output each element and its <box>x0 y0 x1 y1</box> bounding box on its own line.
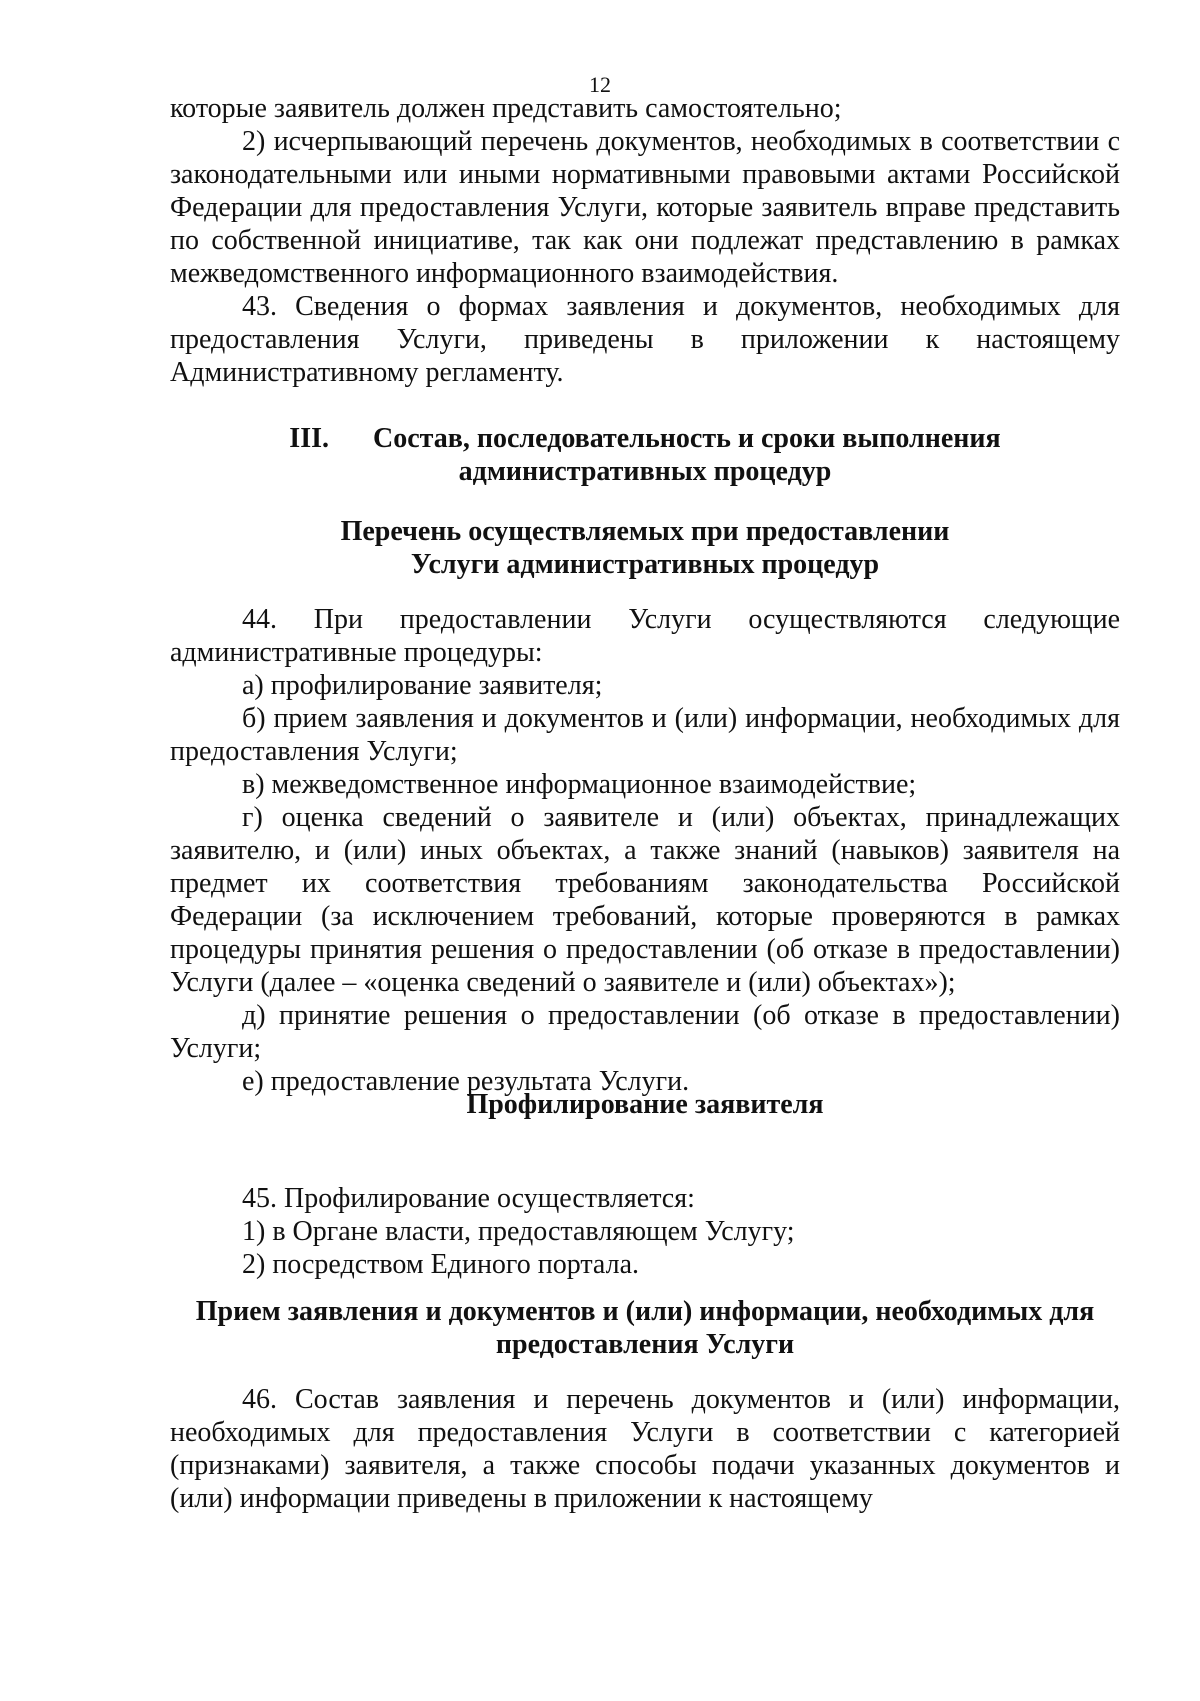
section-heading-iii <box>170 422 1120 488</box>
list-item-e: е) предоставление результата Услуги. <box>242 1066 690 1097</box>
paragraph-continuation: которые заявитель должен представить самостоятельно; <box>170 93 842 124</box>
text-block-procedures <box>170 603 1120 1098</box>
paragraph-45: 45. Профилирование осуществляется: <box>242 1183 695 1214</box>
list-item-a: а) профилирование заявителя; <box>242 670 603 701</box>
list-item-g: г) оценка сведений о заявителе и (или) объектах, принадлежащих заявителю, и (или) иных объектах, а также знаний (навыков) заявителя на предмет их соответствия требованиям законодательства Российской Федерации (за исключением требований, которые проверяются в рамках процедуры принятия решения о предоставлении (об отказе в предоставлении) Услуги (далее – «оценка сведений о заявителе и (или) объектах»); <box>170 802 1120 998</box>
subheading-profiling <box>170 1088 1120 1121</box>
section-title-line1: Состав, последовательность и сроки выполнения <box>373 423 1001 454</box>
page-number: 12 <box>589 72 611 97</box>
paragraph-43: 43. Сведения о формах заявления и документов, необходимых для предоставления Услуги, приведены в приложении к настоящему Административному регламенту. <box>170 291 1120 388</box>
list-item-1: 1) в Органе власти, предоставляющем Услугу; <box>242 1216 795 1247</box>
list-item-b: б) прием заявления и документов и (или) информации, необходимых для предоставления Услуги; <box>170 703 1120 767</box>
list-item-v: в) межведомственное информационное взаимодействие; <box>242 769 917 800</box>
list-item-2: 2) посредством Единого портала. <box>242 1249 639 1280</box>
subheading-line1: Перечень осуществляемых при предоставлении <box>340 516 950 547</box>
section-number: III. <box>289 423 329 454</box>
subheading-intake-line1: Прием заявления и документов и (или) информации, необходимых для <box>195 1296 1095 1327</box>
subheading-intake-line2: предоставления Услуги <box>495 1329 795 1360</box>
paragraph-44: 44. При предоставлении Услуги осуществляются следующие административные процедуры: <box>170 604 1120 668</box>
subheading-line2: Услуги административных процедур <box>410 549 880 580</box>
list-item-d: д) принятие решения о предоставлении (об отказе в предоставлении) Услуги; <box>170 1000 1120 1064</box>
subheading-procedures-list <box>170 515 1120 581</box>
subheading-application-intake <box>170 1295 1120 1361</box>
text-block-46 <box>170 1383 1120 1515</box>
text-block-profiling <box>170 1182 1120 1281</box>
subheading-profiling-title: Профилирование заявителя <box>466 1089 824 1120</box>
section-title-line2: административных процедур <box>458 456 832 487</box>
paragraph-item-2: 2) исчерпывающий перечень документов, необходимых в соответствии с законодательными или иными нормативными правовыми актами Российской Федерации для предоставления Услуги, которые заявитель вправе представить по собственной инициативе, так как они подлежат представлению в рамках межведомственного информационного взаимодействия. <box>170 126 1120 289</box>
text-block-intro <box>170 92 1120 389</box>
paragraph-46: 46. Состав заявления и перечень документов и (или) информации, необходимых для предоставления Услуги в соответствии с категорией (признаками) заявителя, а также способы подачи указанных документов и (или) информации приведены в приложении к настоящему <box>170 1384 1120 1514</box>
